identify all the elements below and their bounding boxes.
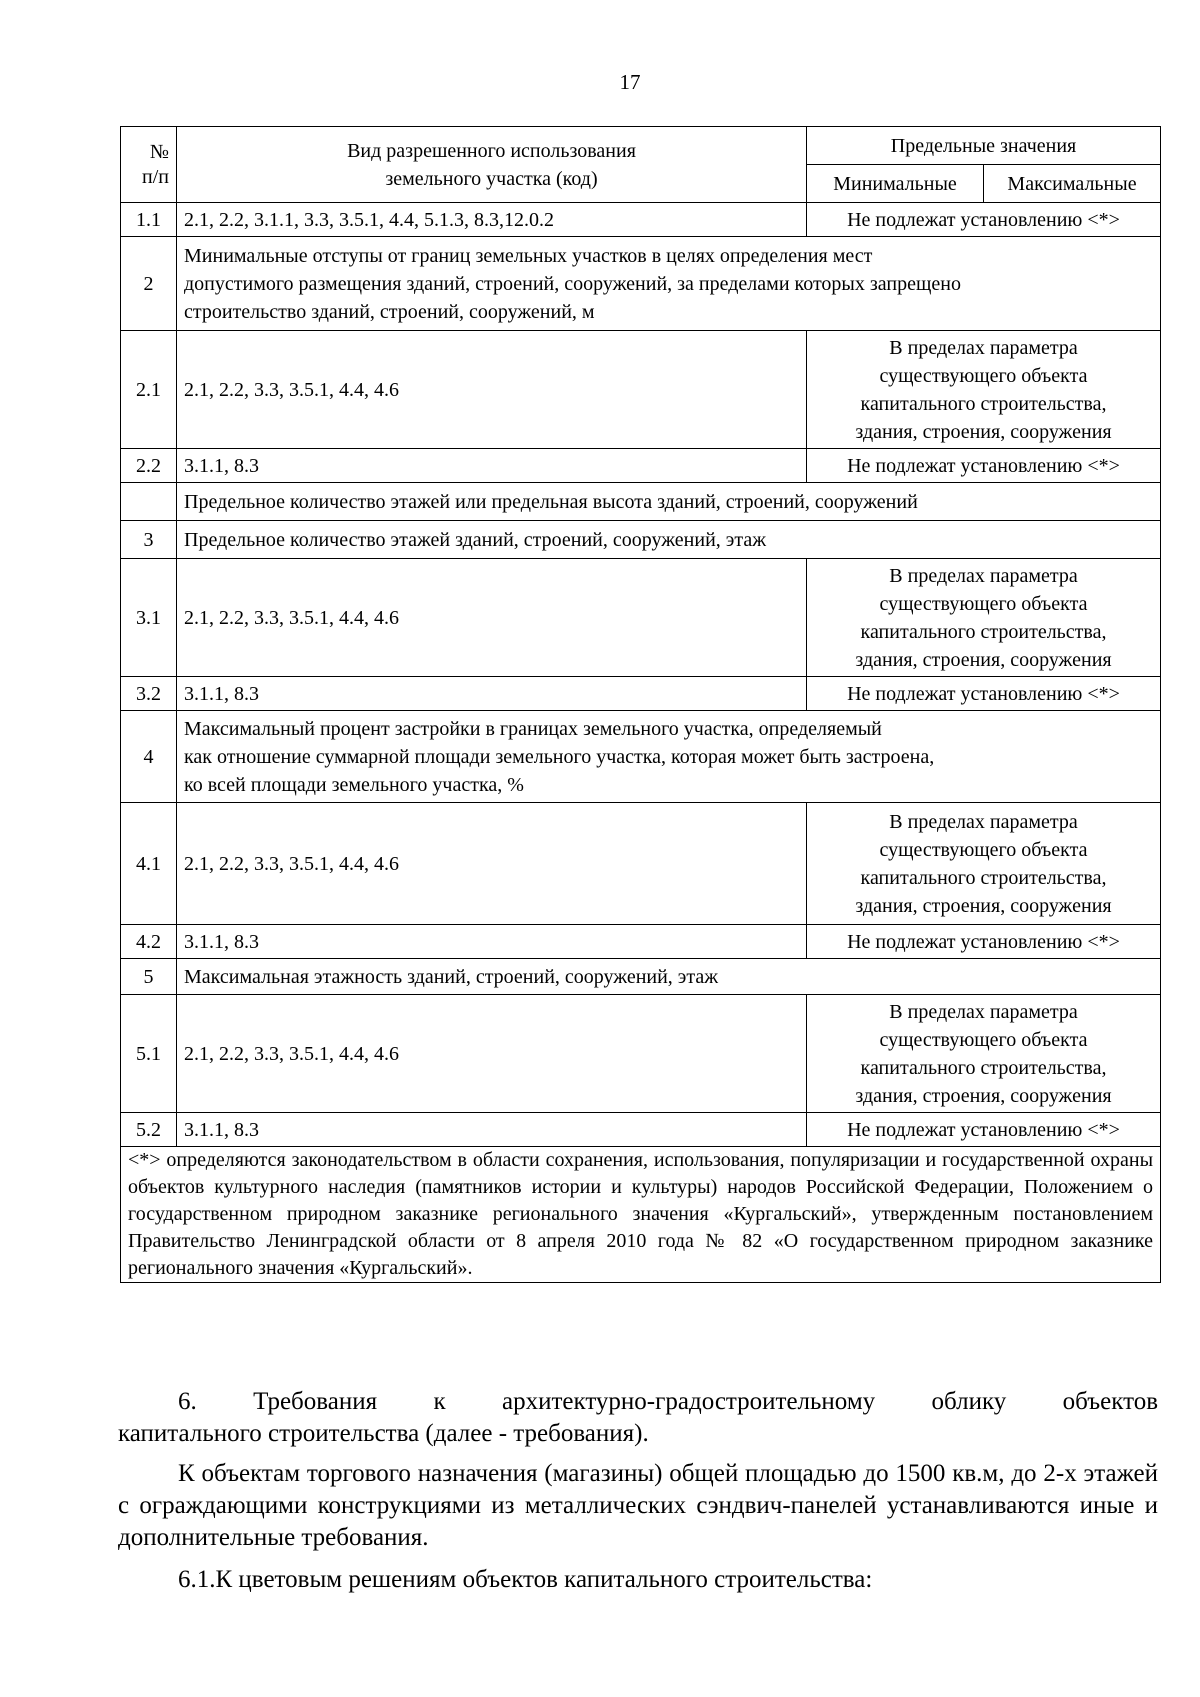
row-codes: 2.1, 2.2, 3.3, 3.5.1, 4.4, 4.6 xyxy=(177,559,807,677)
section-6-heading xyxy=(118,1386,1158,1450)
table-section-row xyxy=(121,521,1161,559)
row-value: Не подлежат установлению <*> xyxy=(807,677,1161,711)
row-number: 1.1 xyxy=(121,203,177,237)
row-codes: 3.1.1, 8.3 xyxy=(177,925,807,959)
row-title: Предельное количество этажей зданий, строений, сооружений, этаж xyxy=(177,521,1161,559)
row-title: Минимальные отступы от границ земельных участков в целях определения мест допустимого размещения зданий, строений, сооружений, за пределами которых запрещено строительство зданий, строений, сооружений, м xyxy=(177,237,1161,331)
header-min: Минимальные xyxy=(807,165,984,203)
row-number: 5.1 xyxy=(121,995,177,1113)
table-row xyxy=(121,559,1161,677)
row-number: 3 xyxy=(121,521,177,559)
regulations-table xyxy=(120,126,1161,1283)
table-section-row xyxy=(121,959,1161,995)
row-number: 4 xyxy=(121,711,177,803)
row-number: 2.1 xyxy=(121,331,177,449)
table-row xyxy=(121,331,1161,449)
row-number: 2 xyxy=(121,237,177,331)
row-value: В пределах параметра существующего объекта капитального строительства, здания, строения, сооружения xyxy=(807,803,1161,925)
table-header-row xyxy=(121,127,1161,165)
row-number: 2.2 xyxy=(121,449,177,483)
row-value: Не подлежат установлению <*> xyxy=(807,449,1161,483)
row-value: Не подлежат установлению <*> xyxy=(807,925,1161,959)
table-footnote-row xyxy=(121,1147,1161,1283)
row-number: 5.2 xyxy=(121,1113,177,1147)
row-number: 4.1 xyxy=(121,803,177,925)
table-row xyxy=(121,677,1161,711)
table-row xyxy=(121,1113,1161,1147)
row-title: Предельное количество этажей или предельная высота зданий, строений, сооружений xyxy=(177,483,1161,521)
row-value: Не подлежат установлению <*> xyxy=(807,203,1161,237)
row-codes: 2.1, 2.2, 3.3, 3.5.1, 4.4, 4.6 xyxy=(177,331,807,449)
row-codes: 3.1.1, 8.3 xyxy=(177,677,807,711)
header-number: № п/п xyxy=(121,127,177,203)
row-title: Максимальный процент застройки в границах земельного участка, определяемый как отношение суммарной площади земельного участка, которая может быть застроена, ко всей площади земельного участка, % xyxy=(177,711,1161,803)
paragraph-trade-objects: К объектам торгового назначения (магазины) общей площадью до 1500 кв.м, до 2-х этажей с ограждающими конструкциями из металлических сэндвич-панелей устанавливаются иные и дополнительные требования. xyxy=(118,1460,1158,1551)
row-codes: 2.1, 2.2, 3.3, 3.5.1, 4.4, 4.6 xyxy=(177,803,807,925)
row-value: Не подлежат установлению <*> xyxy=(807,1113,1161,1147)
table-row xyxy=(121,449,1161,483)
row-number: 4.2 xyxy=(121,925,177,959)
page-number: 17 xyxy=(619,70,641,94)
row-title: Максимальная этажность зданий, строений, сооружений, этаж xyxy=(177,959,1161,995)
table-row xyxy=(121,803,1161,925)
row-number: 5 xyxy=(121,959,177,995)
paragraph-line: 6. Требования к архитектурно-градостроительному облику объектов xyxy=(178,1388,1158,1415)
paragraph-6-1: 6.1.К цветовым решениям объектов капитального строительства: xyxy=(178,1566,873,1593)
table-section-row xyxy=(121,483,1161,521)
footnote: <*> определяются законодательством в области сохранения, использования, популяризации и государственной охраны объектов культурного наследия (памятников истории и культуры) народов Российской Федерации, Положением о государственном природном заказнике регионального значения «Кургальский», утвержденным постановлением Правительство Ленинградской области от 8 апреля 2010 года № 82 «О государственном природном заказнике регионального значения «Кургальский». xyxy=(121,1147,1161,1283)
table-section-row xyxy=(121,237,1161,331)
row-codes: 3.1.1, 8.3 xyxy=(177,1113,807,1147)
row-number: 3.1 xyxy=(121,559,177,677)
table-section-row xyxy=(121,711,1161,803)
row-codes: 3.1.1, 8.3 xyxy=(177,449,807,483)
row-number: 3.2 xyxy=(121,677,177,711)
row-value: В пределах параметра существующего объекта капитального строительства, здания, строения, сооружения xyxy=(807,995,1161,1113)
table-row xyxy=(121,995,1161,1113)
row-codes: 2.1, 2.2, 3.1.1, 3.3, 3.5.1, 4.4, 5.1.3, 8.3,12.0.2 xyxy=(177,203,807,237)
header-limits: Предельные значения xyxy=(807,127,1161,165)
table-row xyxy=(121,925,1161,959)
table-row xyxy=(121,203,1161,237)
header-kind: Вид разрешенного использования земельного участка (код) xyxy=(177,127,807,203)
header-max: Максимальные xyxy=(984,165,1161,203)
row-codes: 2.1, 2.2, 3.3, 3.5.1, 4.4, 4.6 xyxy=(177,995,807,1113)
paragraph-line: капитального строительства (далее - требования). xyxy=(118,1420,649,1447)
row-number xyxy=(121,483,177,521)
row-value: В пределах параметра существующего объекта капитального строительства, здания, строения, сооружения xyxy=(807,559,1161,677)
row-value: В пределах параметра существующего объекта капитального строительства, здания, строения, сооружения xyxy=(807,331,1161,449)
